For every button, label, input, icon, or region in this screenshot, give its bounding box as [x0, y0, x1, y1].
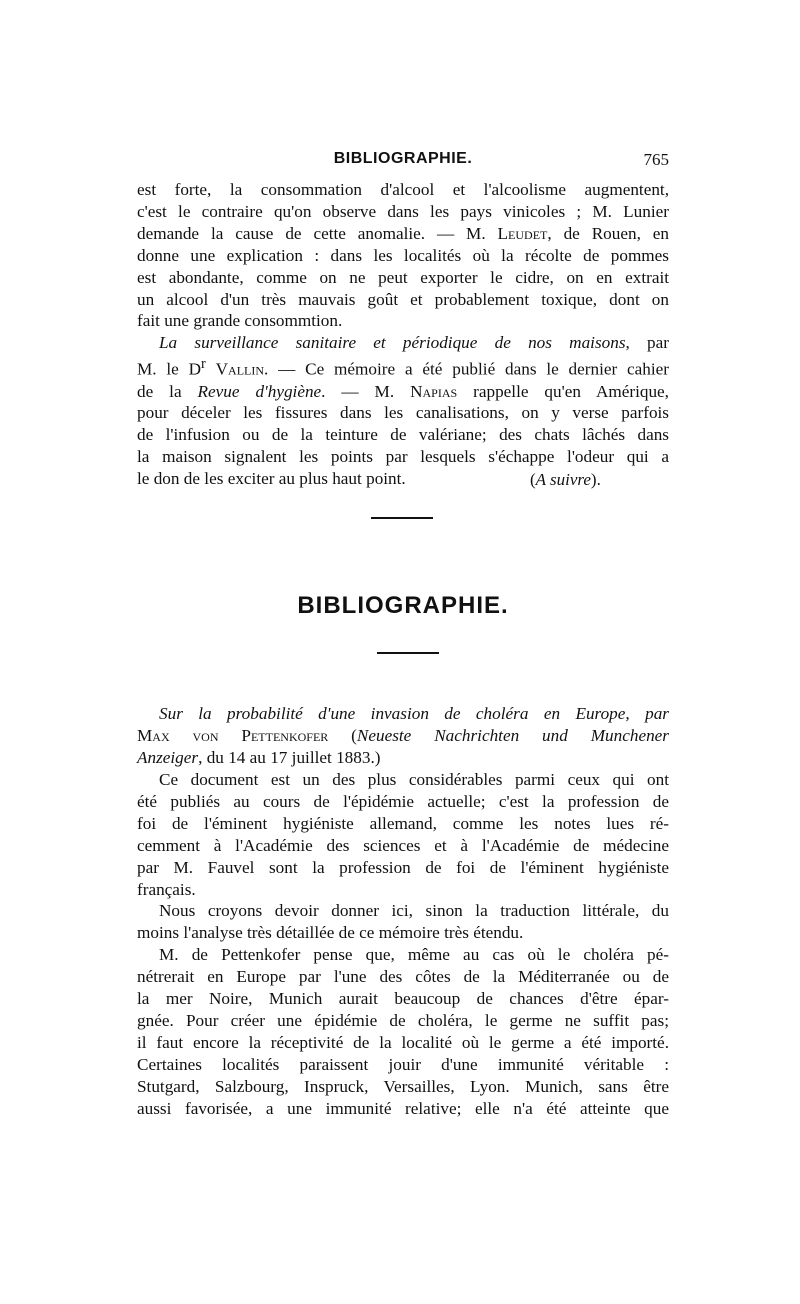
body-text [137, 769, 669, 1120]
section-title: BIBLIOGRAPHIE. [297, 592, 509, 619]
text-line: pour déceler les fissures dans les canalisations, on y verse parfois [137, 403, 669, 423]
text-line: aussi favorisée, a une immunité relative; elle n'a été atteinte que [137, 1098, 669, 1118]
divider-rule [377, 652, 439, 654]
text-line: un alcool d'un très mauvais goût et probablement toxique, dont on [137, 289, 669, 309]
text-line: Anzeiger, du 14 au 17 juillet 1883.) [137, 747, 381, 767]
text-line: M. de Pettenkofer pense que, même au cas où le choléra pé- [159, 945, 669, 965]
article-title: Sur la probabilité d'une invasion de choléra en Europe [159, 704, 626, 723]
text-line: est forte, la consommation d'alcool et l'alcoolisme augmentent, [137, 180, 669, 199]
text-line: le don de les exciter au plus haut point. [137, 469, 406, 489]
text-line: Nous croyons devoir donner ici, sinon la traduction littérale, du [159, 901, 669, 921]
text-line: par M. Fauvel sont la profession de foi de l'éminent hygiéniste [137, 857, 669, 877]
text-line: Sur la probabilité d'une invasion de choléra en Europe, par [159, 704, 669, 723]
text-line: Ce document est un des plus considérables parmi ceux qui ont [159, 770, 669, 789]
memoir-title: La surveillance sanitaire et périodique de nos maisons [159, 333, 626, 352]
text-line: fait une grande consommtion. [137, 311, 343, 331]
text-line: de l'infusion ou de la teinture de valériane; des chats lâchés dans [137, 425, 669, 445]
text-line: été publiés au cours de l'épidémie actuelle; c'est la profession de [137, 791, 669, 811]
text-line: Certaines localités paraissent jouir d'une immunité véritable : [137, 1054, 669, 1074]
text-line: c'est le contraire qu'on observe dans les pays vinicoles ; M. Lunier [137, 201, 669, 221]
text-line: cemment à l'Académie des sciences et à l'Académie de médecine [137, 835, 669, 855]
text-line: de la Revue d'hygiène. — M. Napias rappelle qu'en Amérique, [137, 381, 669, 401]
divider-rule [371, 517, 433, 519]
text-line: nétrerait en Europe par l'une des côtes de la Méditerranée ou de [137, 967, 669, 987]
running-title: BIBLIOGRAPHIE. [333, 150, 473, 167]
text-line: La surveillance sanitaire et périodique de nos maisons, par [159, 333, 669, 352]
author-name: Max von Pettenkofer [137, 725, 329, 745]
text-line: Stutgard, Salzbourg, Inspruck, Versailles, Lyon. Munich, sans être [137, 1076, 669, 1096]
paragraph-surveillance [137, 332, 669, 490]
page-number: 765 [643, 150, 669, 169]
text-line: est abondante, comme on ne peut exporter le cidre, on en extrait [137, 267, 669, 287]
text-line: gnée. Pour créer une épidémie de choléra, le germe ne suffit pas; [137, 1010, 669, 1030]
text-line: donne une explication : dans les localités où la récolte de pommes [137, 245, 669, 265]
article-reference [137, 703, 669, 769]
to-be-continued: (A suivre). [530, 470, 601, 489]
text-line: la maison signalent les points par lesquels s'échappe l'odeur qui a [137, 447, 669, 467]
text-line: M. le $D^r$ Vallin. — Ce mémoire a été publié dans le dernier cahier [137, 355, 669, 379]
journal-title: Revue d'hygiène [197, 381, 322, 401]
text-line: il faut encore la réceptivité de la localité où le germe a été importé. [137, 1032, 669, 1052]
name-napias: Napias [410, 381, 458, 401]
paragraph-alcohol [137, 179, 669, 332]
text-line: moins l'analyse très détaillée de ce mémoire très étendu. [137, 923, 524, 943]
running-head [137, 150, 669, 174]
text-line: foi de l'éminent hygiéniste allemand, comme les notes lues ré- [137, 813, 669, 833]
name-leudet: Leudet [497, 223, 548, 243]
source-title: Neueste Nachrichten und Munchener [356, 725, 669, 745]
text-line: la mer Noire, Munich aurait beaucoup de chances d'être épar- [137, 989, 669, 1009]
text-line: demande la cause de cette anomalie. — M. Leudet, de Rouen, en [137, 223, 669, 243]
text-line: français. [137, 879, 196, 899]
name-vallin: Vallin [215, 359, 265, 379]
text-line: Max von Pettenkofer (Neueste Nachrichten und Munchener [137, 725, 669, 745]
